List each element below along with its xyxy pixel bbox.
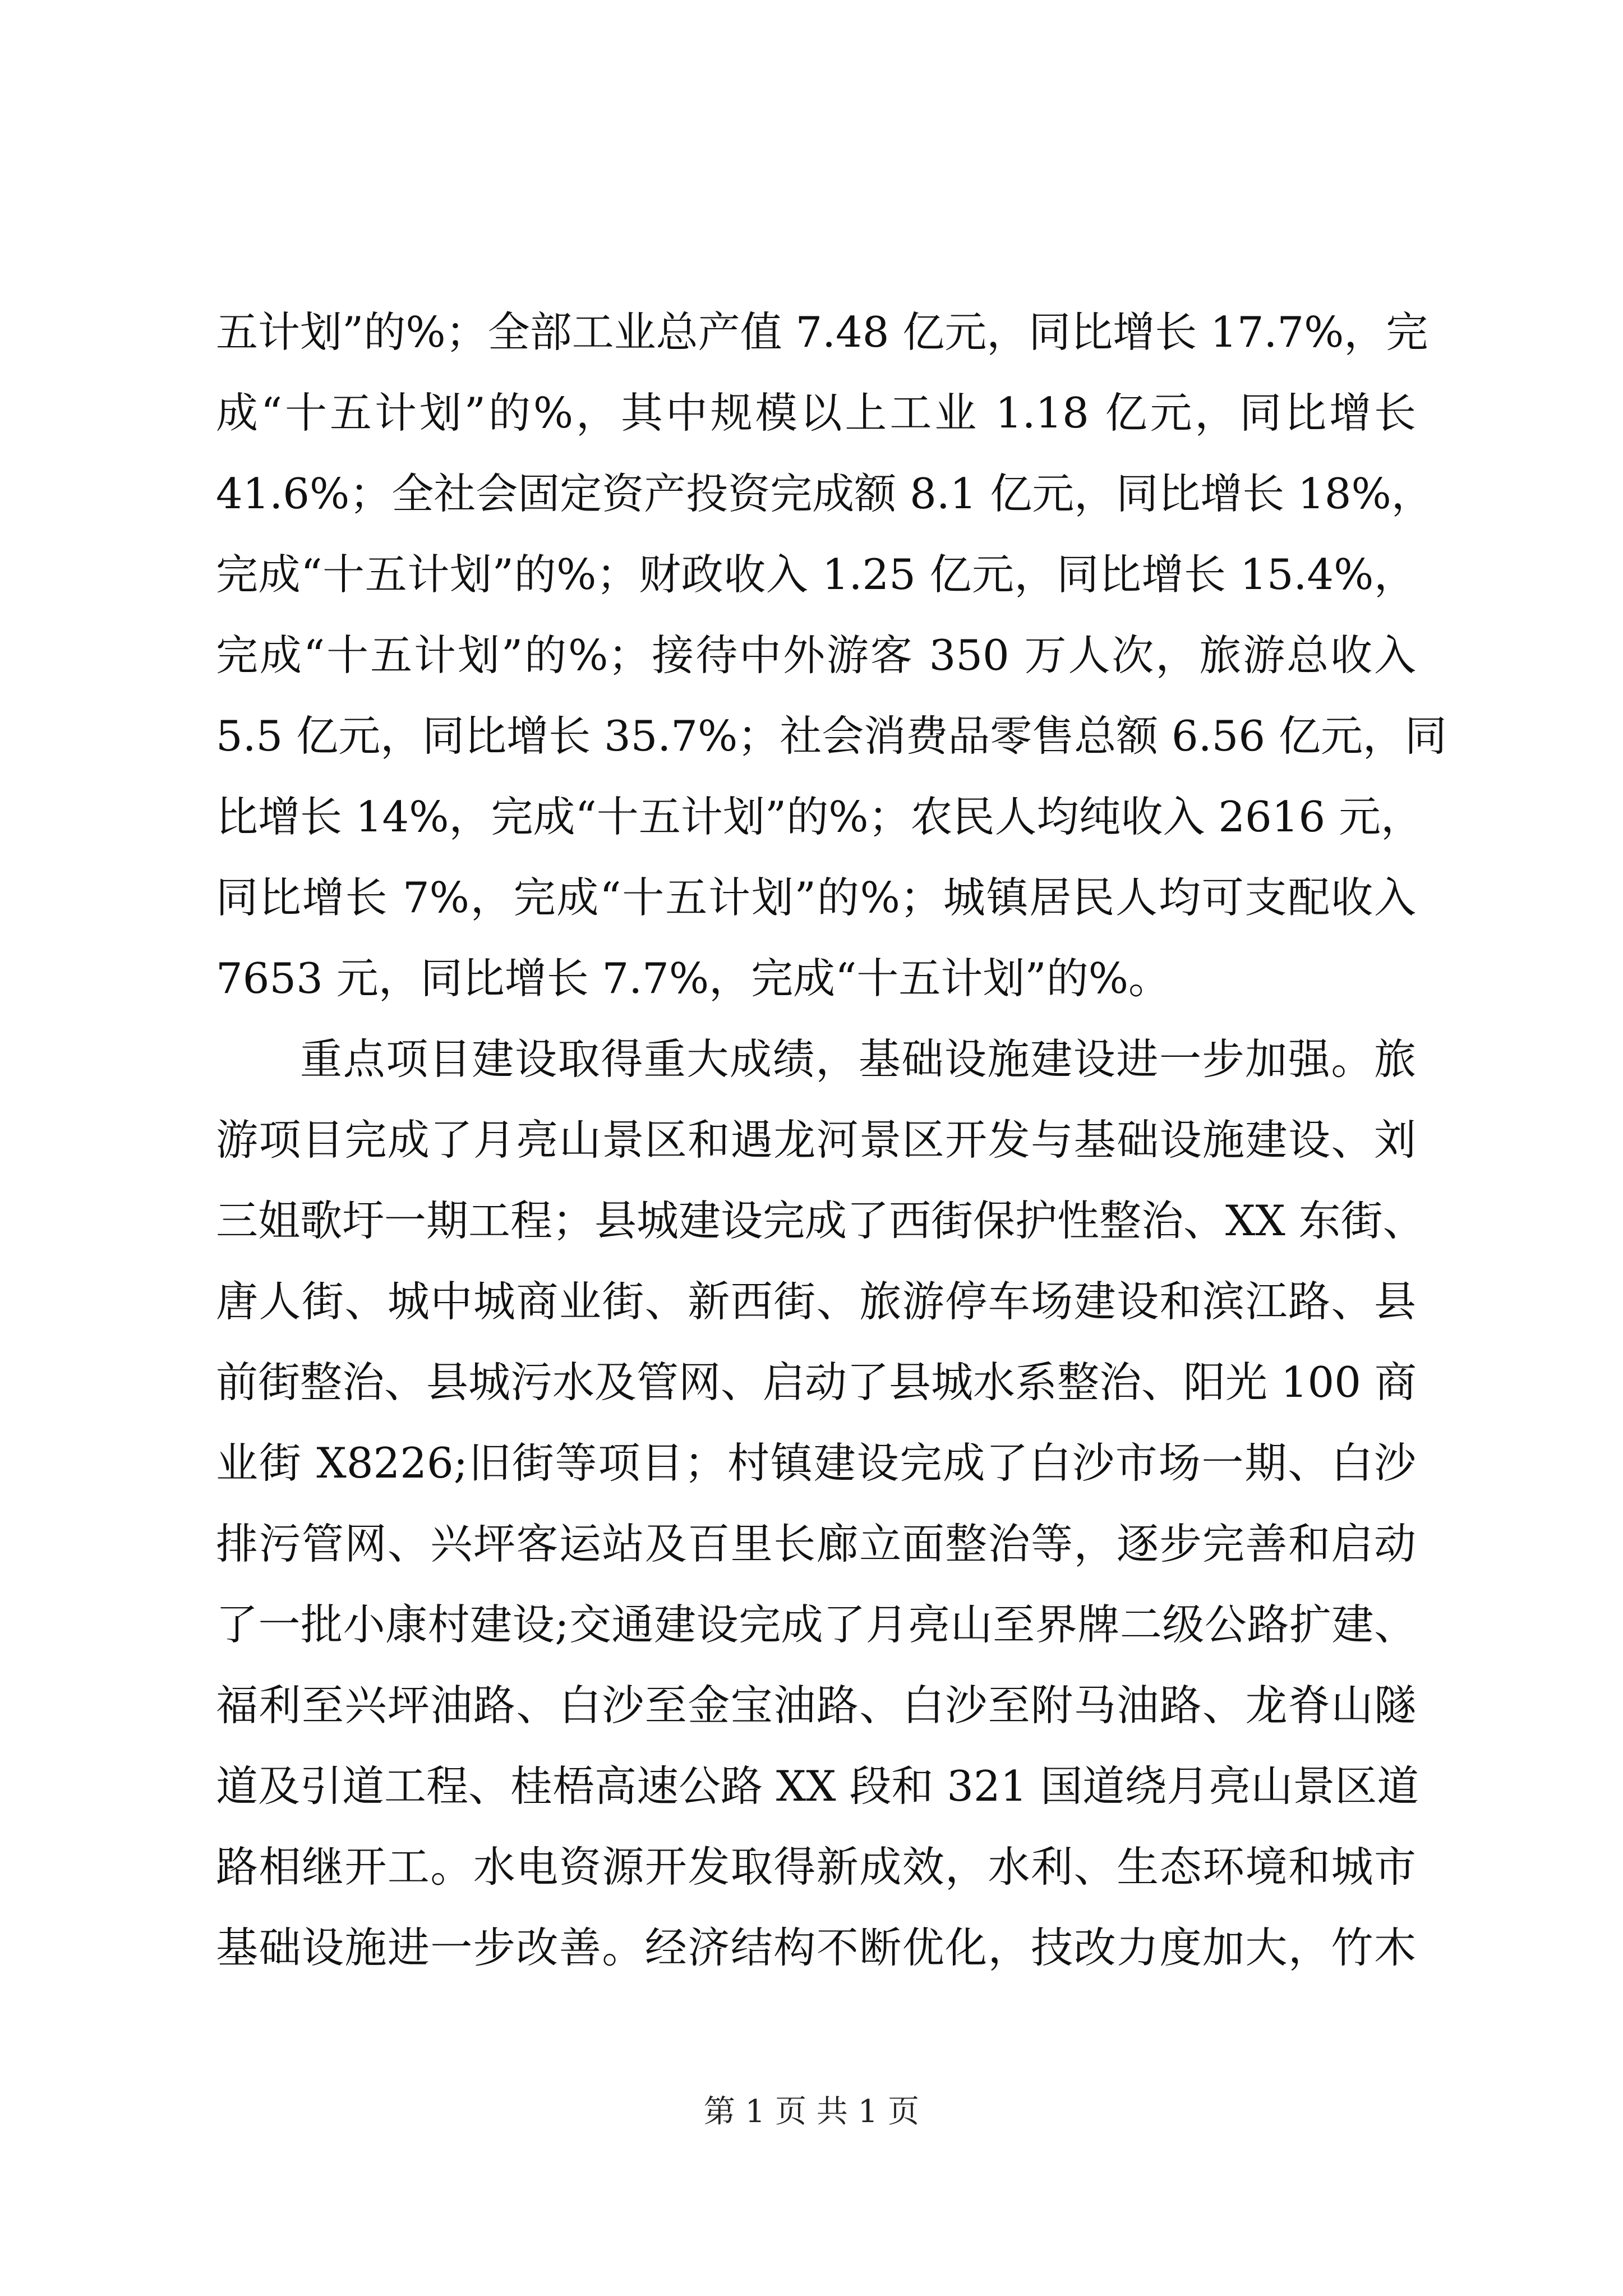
page-number-label: 第 1 页 共 1 页 <box>703 2093 920 2130</box>
text-line: 同比增长 7%，完成“十五计划”的%；城镇居民人均可支配收入 <box>216 873 1416 922</box>
text-line: 前街整治、县城污水及管网、启动了县城水系整治、阳光 100 商 <box>216 1358 1417 1407</box>
text-line: 唐人街、城中城商业街、新西街、旅游停车场建设和滨江路、县 <box>216 1277 1416 1326</box>
text-line: 福利至兴坪油路、白沙至金宝油路、白沙至附马油路、龙脊山隧 <box>216 1681 1416 1730</box>
text-line: 路相继开工。水电资源开发取得新成效，水利、生态环境和城市 <box>216 1842 1416 1892</box>
text-line: 41.6%；全社会固定资产投资完成额 8.1 亿元，同比增长 18%， <box>216 469 1433 518</box>
text-line: 完成“十五计划”的%；财政收入 1.25 亿元，同比增长 15.4%， <box>216 550 1416 599</box>
text-line: 7653 元，同比增长 7.7%，完成“十五计划”的%。 <box>216 954 1171 1003</box>
paragraph-key-projects <box>216 1019 1425 1988</box>
document-body <box>216 292 1447 1988</box>
text-line: 基础设施进一步改善。经济结构不断优化，技改力度加大，竹木 <box>216 1923 1416 1972</box>
text-line: 了一批小康村建设;交通建设完成了月亮山至界牌二级公路扩建、 <box>216 1600 1416 1649</box>
text-line: 比增长 14%，完成“十五计划”的%；农民人均纯收入 2616 元， <box>216 792 1423 841</box>
text-line: 完成“十五计划”的%；接待中外游客 350 万人次，旅游总收入 <box>216 631 1416 680</box>
text-line: 业街 X8226;旧街等项目；村镇建设完成了白沙市场一期、白沙 <box>216 1438 1416 1488</box>
text-line: 道及引道工程、桂梧高速公路 XX 段和 321 国道绕月亮山景区道 <box>216 1761 1419 1811</box>
text-line: 排污管网、兴坪客运站及百里长廊立面整治等，逐步完善和启动 <box>216 1519 1416 1568</box>
text-line: 三姐歌圩一期工程；县城建设完成了西街保护性整治、XX 东街、 <box>216 1196 1425 1245</box>
text-line: 5.5 亿元，同比增长 35.7%；社会消费品零售总额 6.56 亿元，同 <box>216 711 1447 761</box>
text-line: 成“十五计划”的%，其中规模以上工业 1.18 亿元，同比增长 <box>216 388 1416 438</box>
paragraph-economic-indicators <box>216 292 1447 1019</box>
page-footer <box>0 2090 1623 2134</box>
text-line: 重点项目建设取得重大成绩，基础设施建设进一步加强。旅 <box>300 1034 1416 1084</box>
text-line: 游项目完成了月亮山景区和遇龙河景区开发与基础设施建设、刘 <box>216 1115 1416 1165</box>
text-line: 五计划”的%；全部工业总产值 7.48 亿元，同比增长 17.7%，完 <box>216 307 1428 357</box>
